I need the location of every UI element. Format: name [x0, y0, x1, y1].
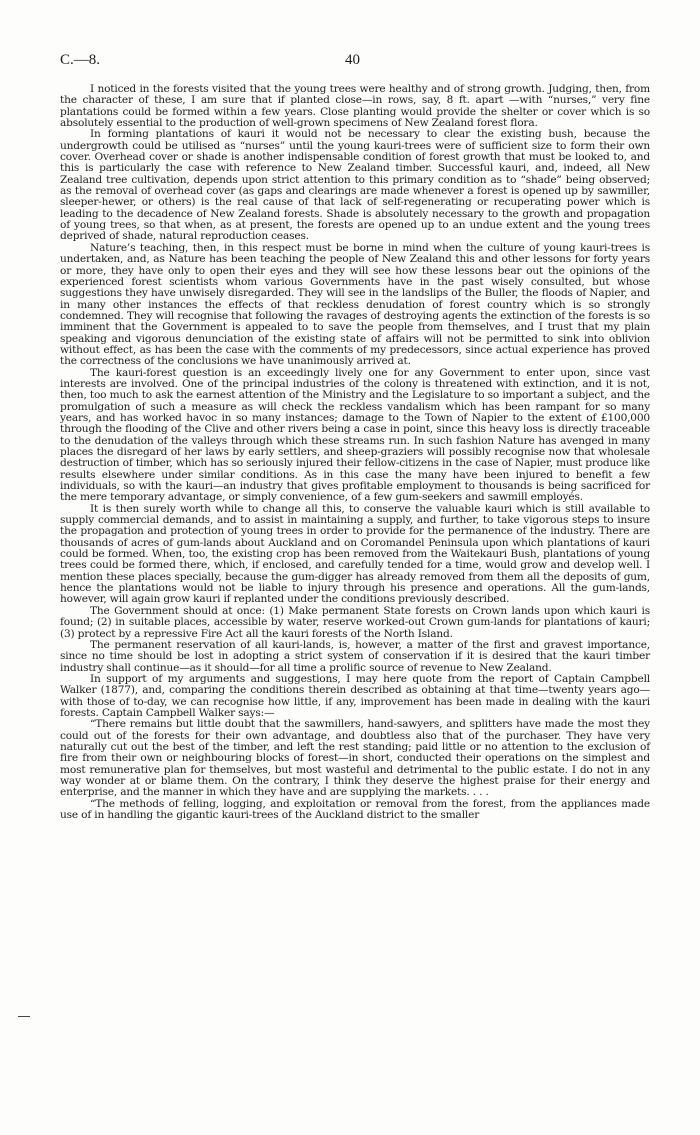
- paragraph: The Government should at once: (1) Make permanent State forests on Crown lands upon which kauri is found; (2) in suitable places, accessible by water, reserve worked-out Crown gum-lands for plantations of kauri; (3) protect by a repressive Fire Act all the kauri forests of the North Island.: [60, 604, 650, 640]
- document-reference: C.—8.: [60, 52, 101, 68]
- quote-paragraph: “The methods of felling, logging, and exploitation or removal from the forest, from the appliances made use of in handling the gigantic kauri-trees of the Auckland district to the smaller: [60, 797, 650, 821]
- paragraph: The permanent reservation of all kauri-lands, is, however, a matter of the first and gravest importance, since no time should be lost in adopting a strict system of conservation if it is desired that the kauri timber industry shall continue—as it should—for all time a prolific source of revenue to New Zealand.: [60, 638, 650, 674]
- paragraph: I noticed in the forests visited that the young trees were healthy and of strong growth. Judging, then, from the character of these, I am sure that if planted close—in rows, say, 8 ft. apart —with “nurses,” very fine plantations could be formed within a few years. Close planting would provide the shelter or cover which is so absolutely essential to the production of well-grown specimens of New Zealand forest flora.: [60, 83, 650, 130]
- paragraph: In forming plantations of kauri it would not be necessary to clear the existing bush, because the undergrowth could be utilised as “nurses” until the young kauri-trees were of sufficient size to form their own cover. Overhead cover or shade is another indispensable condition of forest growth that must be looked to, and this is particularly the case with reference to New Zealand timber. Successful kauri, and, indeed, all New Zealand tree cultivation, depends upon strict attention to this primary condition as to “shade” being observed; as the removal of overhead cover (as gaps and clearings are made whenever a forest is opened up by sawmiller, sleeper-hewer, or others) is the real cause of that lack of self-regenerating or recuperating power which is leading to the decadence of New Zealand forests. Shade is absolutely necessary to the growth and propagation of young trees, so that when, as at present, the forests are opened up to an undue extent and the young trees deprived of shade, natural reproduction ceases.: [60, 128, 650, 243]
- paragraph: It is then surely worth while to change all this, to conserve the valuable kauri which is still available to supply commercial demands, and to assist in maintaining a supply, and further, to take vigorous steps to insure the propagation and protection of young trees in order to provide for the permanence of the industry. There are thousands of acres of gum-lands about Auckland and on Coromandel Peninsula upon which plantations of kauri could be formed. When, too, the existing crop has been removed from the Waitekauri Bush, plantations of young trees could be formed there, which, if enclosed, and carefully tended for a time, would grow and develop well. I mention these places specially, because the gum-digger has already removed from them all the deposits of gum, hence the plantations would not be liable to injury through his presence and operations. All the gum-lands, however, will again grow kauri if replanted under the conditions previously described.: [60, 502, 650, 606]
- body-text: [60, 84, 650, 821]
- margin-mark: [18, 1016, 30, 1017]
- paragraph: In support of my arguments and suggestions, I may here quote from the report of Captain Campbell Walker (1877), and, comparing the conditions therein described as obtaining at that time—twenty years ago—with those of to-day, we can recognise how little, if any, improvement has been made in dealing with the kauri forests. Captain Campbell Walker says:—: [60, 672, 650, 719]
- quote-paragraph: “There remains but little doubt that the sawmillers, hand-sawyers, and splitters have made the most they could out of the forests for their own advantage, and doubtless also that of the purchaser. They have very naturally cut out the best of the timber, and left the rest standing; paid little or no attention to the exclusion of fire from their own or neighbouring blocks of forest—in short, conducted their operations on the simplest and most remunerative plan for themselves, but most wasteful and detrimental to the public estate. I do not in any way wonder at or blame them. On the contrary, I think they deserve the highest praise for their energy and enterprise, and the manner in which they have and are supplying the markets. . . .: [60, 718, 650, 799]
- page-header: [60, 52, 645, 72]
- paragraph: The kauri-forest question is an exceedingly lively one for any Government to enter upon, since vast interests are involved. One of the principal industries of the colony is threatened with extinction, and it is not, then, too much to ask the earnest attention of the Ministry and the Legislature to so important a subject, and the promulgation of such a measure as will check the reckless vandalism which has been rampant for so many years, and has worked havoc in so many instances; damage to the Town of Napier to the extent of £100,000 through the flooding of the Clive and other rivers being a case in point, since this heavy loss is directly traceable to the denudation of the valleys through which these streams run. In such fashion Nature has avenged in many places the disregard of her laws by early settlers, and sheep-graziers will possibly recognise now that wholesale destruction of timber, which has so seriously injured their fellow-citizens in the case of Napier, must produce like results elsewhere under similar conditions. As in this case the many have been injured to benefit a few individuals, so with the kauri—an industry that gives profitable employment to thousands is being sacrificed for the mere temporary advantage, or simply convenience, of a few gum-seekers and sawmill employés.: [60, 366, 650, 504]
- page-number: 40: [345, 52, 360, 68]
- paragraph: Nature’s teaching, then, in this respect must be borne in mind when the culture of young kauri-trees is undertaken, and, as Nature has been teaching the people of New Zealand this and other lessons for forty years or more, they have only to open their eyes and they will see how these lessons bear out the opinions of the experienced forest scientists whom various Governments have in the past wisely consulted, but whose suggestions they have unwisely disregarded. They will see in the landslips of the Buller, the floods of Napier, and in many other instances the effects of that reckless denudation of forest country which is so strongly condemned. They will recognise that following the ravages of destroying agents the extinction of the forests is so imminent that the Government is appealed to to save the people from themselves, and I trust that my plain speaking and vigorous denunciation of the existing state of affairs will not be permitted to sink into oblivion without effect, as has been the case with the comments of my predecessors, since actual experience has proved the correctness of the conclusions we have unanimously arrived at.: [60, 241, 650, 368]
